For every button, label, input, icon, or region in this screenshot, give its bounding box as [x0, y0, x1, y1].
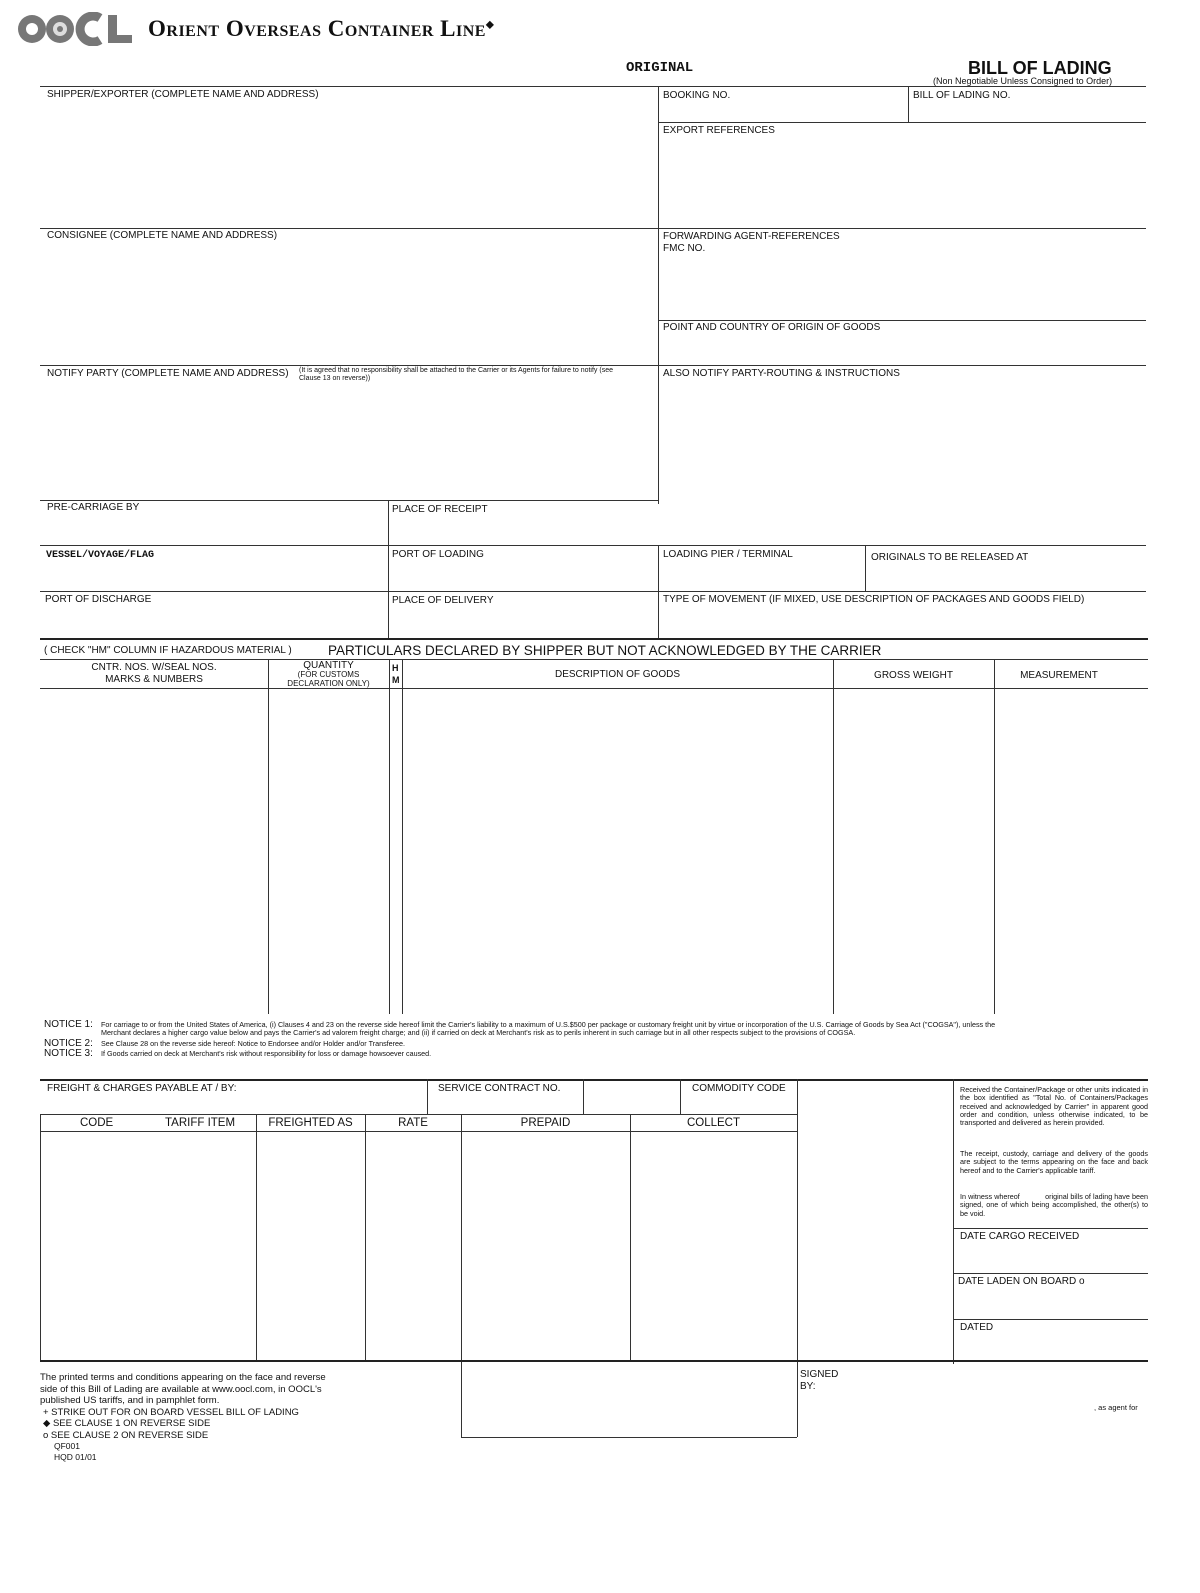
terms-text	[40, 1372, 326, 1462]
terms-line-2: side of this Bill of Lading are available at www.oocl.com, in OOCL's	[40, 1383, 322, 1395]
fmc-no-field[interactable]: FMC NO.	[663, 243, 706, 254]
commodity-code-field[interactable]: COMMODITY CODE	[692, 1083, 786, 1094]
form-revision: HQD 01/01	[54, 1451, 97, 1462]
note-clause-2: o SEE CLAUSE 2 ON REVERSE SIDE	[43, 1429, 209, 1441]
note-strike-out: + STRIKE OUT FOR ON BOARD VESSEL BILL OF LADING	[43, 1406, 299, 1418]
signed-label: SIGNED	[800, 1369, 839, 1380]
export-references-field[interactable]: EXPORT REFERENCES	[663, 125, 775, 136]
notify-party-field[interactable]: NOTIFY PARTY (COMPLETE NAME AND ADDRESS)	[47, 368, 289, 379]
col-rate: RATE	[398, 1117, 428, 1129]
receipt-para-2: The receipt, custody, carriage and delivery of the goods are subject to the terms appearing on the face and back hereof and to the Carrier's applicable tariff.	[960, 1149, 1148, 1175]
by-label: BY:	[800, 1381, 816, 1392]
service-contract-field[interactable]: SERVICE CONTRACT NO.	[438, 1083, 561, 1094]
vessel-voyage-flag-field[interactable]: VESSEL/VOYAGE/FLAG	[46, 550, 155, 561]
date-laden-on-board-field[interactable]: DATE LADEN ON BOARD o	[958, 1276, 1085, 1287]
oocl-logo	[14, 12, 134, 46]
as-agent-for: , as agent for	[1094, 1403, 1138, 1412]
port-of-discharge-field[interactable]: PORT OF DISCHARGE	[45, 594, 152, 605]
col-qty-line2: (FOR CUSTOMS	[297, 670, 360, 679]
col-cntr-line2: MARKS & NUMBERS	[105, 674, 203, 685]
company-name	[148, 16, 494, 42]
col-gross-weight: GROSS WEIGHT	[874, 670, 953, 681]
date-cargo-received-field[interactable]: DATE CARGO RECEIVED	[960, 1231, 1080, 1242]
col-description: DESCRIPTION OF GOODS	[554, 669, 680, 680]
signed-by-field[interactable]	[800, 1369, 838, 1393]
copy-label: ORIGINAL	[626, 60, 694, 76]
notice-1-label: NOTICE 1:	[44, 1019, 93, 1030]
note-clause-1: ◆ SEE CLAUSE 1 ON REVERSE SIDE	[43, 1418, 211, 1429]
particulars-title: PARTICULARS DECLARED BY SHIPPER BUT NOT ACKNOWLEDGED BY THE CARRIER	[328, 643, 882, 658]
movement-type-field[interactable]: TYPE OF MOVEMENT (IF MIXED, USE DESCRIPTION OF PACKAGES AND GOODS FIELD)	[663, 594, 1085, 605]
place-of-delivery-field[interactable]: PLACE OF DELIVERY	[392, 595, 494, 606]
pre-carriage-field[interactable]: PRE-CARRIAGE BY	[47, 502, 140, 513]
dated-field[interactable]: DATED	[960, 1322, 994, 1333]
company-name-text: Orient Overseas Container Line	[148, 16, 486, 41]
col-qty-line3: DECLARATION ONLY)	[287, 679, 370, 688]
col-freighted-as: FREIGHTED AS	[268, 1117, 353, 1129]
col-qty-line1: QUANTITY	[303, 661, 354, 671]
terms-line-3: published US tariffs, and in pamphlet form.	[40, 1395, 220, 1406]
col-cntr-nos	[40, 662, 268, 686]
hazmat-note: ( CHECK "HM" COLUMN IF HAZARDOUS MATERIAL )	[44, 645, 292, 656]
receipt-para-3: In witness whereof original bills of lading have been signed, one of which being accomplished, the other(s) to be void.	[960, 1192, 1150, 1218]
col-tariff-item: TARIFF ITEM	[165, 1117, 236, 1129]
notice-3-label: NOTICE 3:	[44, 1048, 93, 1059]
forwarding-agent-field[interactable]: FORWARDING AGENT-REFERENCES	[663, 231, 840, 242]
receipt-para-1: Received the Container/Package or other units indicated in the box identified as "Total No. of Containers/Packages received and acknowledged by Carrier" in apparent good order and condition, unless otherwise indicated, to be transported and delivered as herein provided.	[960, 1085, 1148, 1128]
shipper-field[interactable]: SHIPPER/EXPORTER (COMPLETE NAME AND ADDRESS)	[47, 89, 319, 100]
doc-title: BILL OF LADING	[968, 58, 1112, 78]
port-of-loading-field[interactable]: PORT OF LOADING	[392, 549, 484, 560]
booking-no-field[interactable]: BOOKING NO.	[663, 90, 731, 101]
col-measurement: MEASUREMENT	[1020, 670, 1098, 681]
terms-line-1: The printed terms and conditions appearing on the face and reverse	[40, 1372, 326, 1383]
col-quantity	[268, 661, 389, 688]
place-of-receipt-field[interactable]: PLACE OF RECEIPT	[392, 504, 488, 515]
col-hm-m: M	[392, 675, 400, 685]
col-cntr-line1: CNTR. NOS. W/SEAL NOS.	[91, 662, 217, 673]
freight-payable-field[interactable]: FREIGHT & CHARGES PAYABLE AT / BY:	[47, 1083, 237, 1094]
origin-field[interactable]: POINT AND COUNTRY OF ORIGIN OF GOODS	[663, 322, 881, 333]
col-collect: COLLECT	[686, 1117, 741, 1129]
notice-2-text: See Clause 28 on the reverse side hereof: Notice to Endorsee and/or Holder and/or Transferee.	[101, 1039, 406, 1048]
doc-subtitle: (Non Negotiable Unless Consigned to Order)	[933, 76, 1113, 86]
notice-2-label: NOTICE 2:	[44, 1038, 93, 1049]
loading-pier-field[interactable]: LOADING PIER / TERMINAL	[663, 549, 793, 560]
diamond-icon: ◆	[485, 19, 495, 31]
col-prepaid: PREPAID	[520, 1117, 571, 1129]
originals-released-field[interactable]: ORIGINALS TO BE RELEASED AT	[871, 552, 1029, 563]
col-hm-h: H	[392, 663, 399, 673]
notice-3-text: If Goods carried on deck at Merchant's risk without responsibility for loss or damage howsoever caused.	[101, 1049, 432, 1058]
also-notify-field[interactable]: ALSO NOTIFY PARTY-ROUTING & INSTRUCTIONS	[663, 368, 900, 379]
consignee-field[interactable]: CONSIGNEE (COMPLETE NAME AND ADDRESS)	[47, 230, 278, 241]
col-code: CODE	[80, 1117, 114, 1129]
notify-party-note: (It is agreed that no responsibility shall be attached to the Carrier or its Agents for failure to notify (see Clause 13 on reverse))	[299, 367, 613, 382]
form-code: QF001	[54, 1441, 80, 1451]
notice-1-line1: For carriage to or from the United States of America, (i) Clauses 4 and 23 on the reverse side hereof limit the Carrier's liability to a maximum of U.S.$500 per package or customary freight unit by virtue or incorporation of the U.S. Carriage of Goods by Sea Act ("COGSA"), unless the	[101, 1020, 996, 1029]
oocl-logo-icon	[14, 12, 134, 46]
bl-no-field[interactable]: BILL OF LADING NO.	[913, 90, 1011, 101]
notice-1-line2: Merchant declares a higher cargo value below and pays the Carrier's ad valorem freight charge; and (ii) if carried on deck at Merchant's risk as to perils inherent in such carriage but in all other respects subject to the provisions of COGSA.	[101, 1028, 856, 1037]
col-hm	[392, 662, 400, 686]
